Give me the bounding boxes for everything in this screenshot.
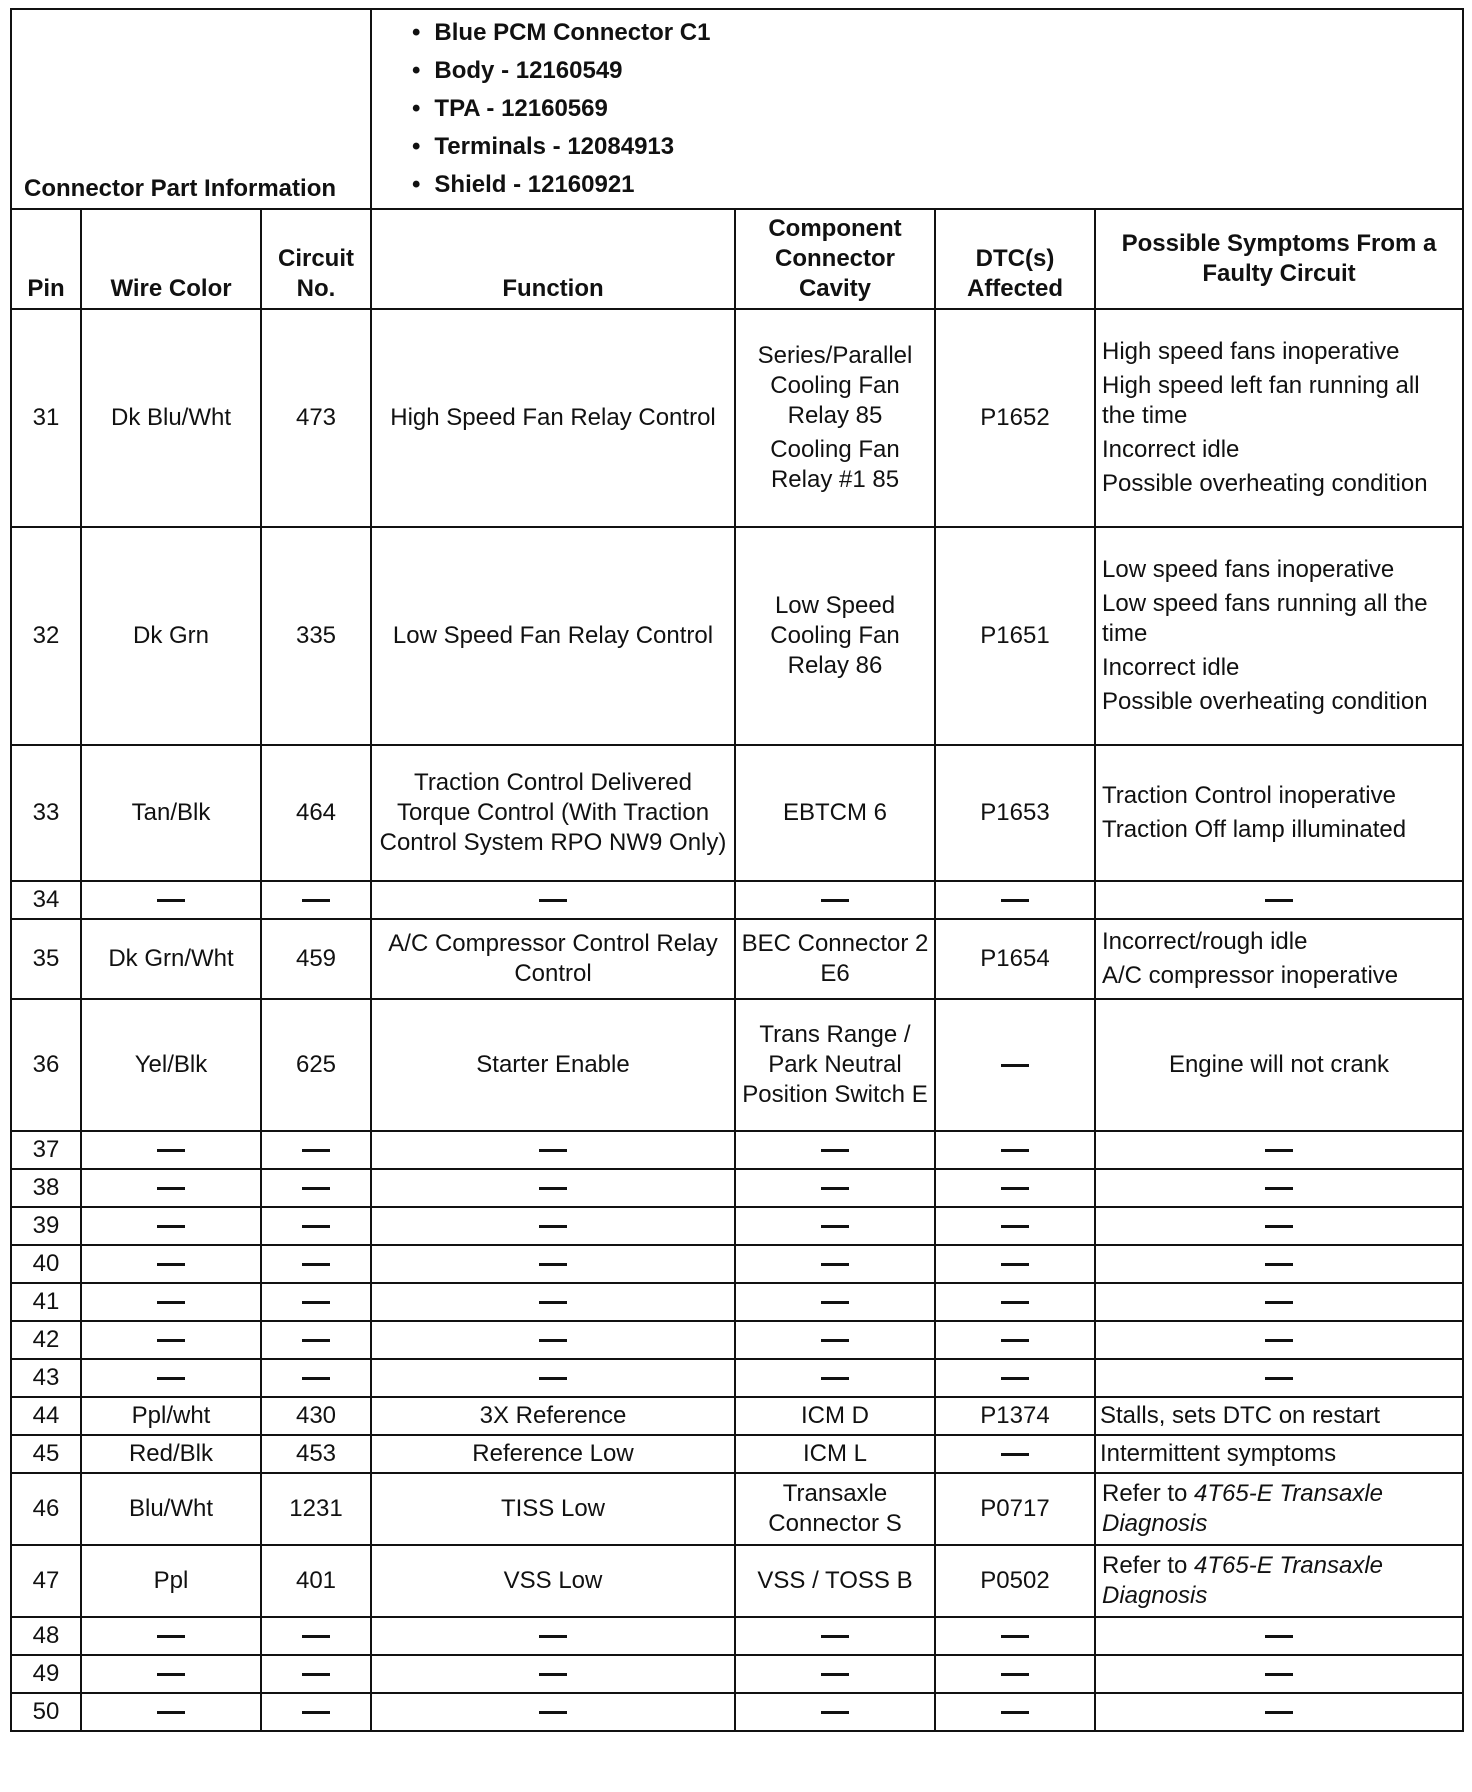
dash-mark [1265, 1187, 1293, 1190]
empty-cell [735, 1617, 935, 1655]
pin-cell: 33 [11, 745, 81, 881]
empty-cell [371, 1131, 735, 1169]
empty-cell [261, 1655, 371, 1693]
table-row [11, 1473, 1463, 1545]
empty-cell [1095, 1169, 1463, 1207]
empty-cell [261, 1245, 371, 1283]
symptom-line: Incorrect idle [1102, 436, 1240, 463]
table-row [11, 1283, 1463, 1321]
empty-cell [1095, 1655, 1463, 1693]
empty-cell [1095, 1245, 1463, 1283]
cavity-line: Cooling Fan Relay #1 85 [770, 436, 900, 493]
connector-info-item: • TPA - 12160569 [412, 90, 1422, 128]
dtc-cell [935, 999, 1095, 1131]
table-row [11, 1397, 1463, 1435]
empty-cell [735, 1131, 935, 1169]
dash-mark [1265, 1225, 1293, 1228]
table-row [11, 919, 1463, 999]
empty-cell [735, 1245, 935, 1283]
symptom-line: Low speed fans running all the time [1102, 590, 1428, 647]
table-row [11, 1245, 1463, 1283]
empty-cell [81, 1359, 261, 1397]
dtc-cell: P1374 [935, 1397, 1095, 1435]
empty-cell [81, 1283, 261, 1321]
dash-mark [302, 1225, 330, 1228]
cavity-cell: VSS / TOSS B [735, 1545, 935, 1617]
symptoms-cell: Intermittent symptoms [1095, 1435, 1463, 1473]
dash-mark [302, 899, 330, 902]
table-row [11, 1435, 1463, 1473]
cavity-line: Series/Parallel Cooling Fan Relay 85 [757, 342, 913, 429]
empty-cell [935, 1283, 1095, 1321]
empty-cell [935, 881, 1095, 919]
empty-cell [81, 1655, 261, 1693]
empty-cell [81, 1131, 261, 1169]
dash-mark [157, 1339, 185, 1342]
dash-mark [821, 899, 849, 902]
empty-cell [735, 881, 935, 919]
empty-cell [735, 1207, 935, 1245]
dash-mark [539, 1377, 567, 1380]
table-row [11, 527, 1463, 745]
symptoms-cell [1095, 1473, 1463, 1545]
empty-cell [261, 1283, 371, 1321]
dash-mark [539, 899, 567, 902]
pin-cell: 40 [11, 1245, 81, 1283]
table-row [11, 745, 1463, 881]
cavity-cell: ICM D [735, 1397, 935, 1435]
empty-cell [935, 1617, 1095, 1655]
pin-cell: 45 [11, 1435, 81, 1473]
symptom-line: High speed left fan running all the time [1102, 372, 1420, 429]
circuit-cell: 464 [261, 745, 371, 881]
dash-mark [1265, 899, 1293, 902]
header-wire-color: Wire Color [81, 209, 261, 309]
pin-cell: 42 [11, 1321, 81, 1359]
pin-cell: 41 [11, 1283, 81, 1321]
empty-cell [81, 1207, 261, 1245]
dash-mark [1265, 1149, 1293, 1152]
header-cavity: Component Connector Cavity [735, 209, 935, 309]
dash-mark [302, 1149, 330, 1152]
dash-mark [539, 1339, 567, 1342]
dash-mark [1265, 1635, 1293, 1638]
function-cell: 3X Reference [371, 1397, 735, 1435]
empty-cell [261, 1359, 371, 1397]
dash-mark [302, 1339, 330, 1342]
dash-mark [1265, 1711, 1293, 1714]
empty-cell [371, 1655, 735, 1693]
dash-mark [539, 1225, 567, 1228]
dash-mark [1001, 1377, 1029, 1380]
function-cell: High Speed Fan Relay Control [371, 309, 735, 527]
empty-cell [81, 1321, 261, 1359]
dtc-cell: P0502 [935, 1545, 1095, 1617]
empty-cell [1095, 1693, 1463, 1731]
circuit-cell: 625 [261, 999, 371, 1131]
dash-mark [157, 1301, 185, 1304]
pin-cell: 36 [11, 999, 81, 1131]
empty-cell [935, 1655, 1095, 1693]
function-cell: A/C Compressor Control Relay Control [371, 919, 735, 999]
connector-info-item: • Body - 12160549 [412, 52, 1422, 90]
cavity-cell [735, 919, 935, 999]
dtc-cell: P1652 [935, 309, 1095, 527]
connector-info-label: Connector Part Information [11, 9, 371, 209]
circuit-cell: 453 [261, 1435, 371, 1473]
dash-mark [1265, 1339, 1293, 1342]
table-row [11, 1693, 1463, 1731]
function-cell: Starter Enable [371, 999, 735, 1131]
pinout-table [10, 8, 1464, 1732]
symptoms-cell [1095, 1545, 1463, 1617]
dash-mark [302, 1711, 330, 1714]
cavity-line: Trans Range / Park Neutral Position Switch E [742, 1021, 928, 1108]
column-header-row [11, 209, 1463, 309]
empty-cell [735, 1283, 935, 1321]
empty-cell [261, 881, 371, 919]
symptom-line: Traction Control inoperative [1102, 782, 1396, 809]
function-cell: VSS Low [371, 1545, 735, 1617]
dash-mark [1001, 1064, 1029, 1067]
dash-mark [539, 1673, 567, 1676]
pin-cell: 39 [11, 1207, 81, 1245]
empty-cell [735, 1169, 935, 1207]
connector-pinout-document [10, 8, 1462, 1732]
dash-mark [1001, 1673, 1029, 1676]
pin-cell: 35 [11, 919, 81, 999]
empty-cell [1095, 1321, 1463, 1359]
wire-color-cell: Red/Blk [81, 1435, 261, 1473]
empty-cell [1095, 1131, 1463, 1169]
dash-mark [539, 1187, 567, 1190]
empty-cell [735, 1321, 935, 1359]
function-cell: Reference Low [371, 1435, 735, 1473]
dash-mark [821, 1225, 849, 1228]
empty-cell [1095, 1283, 1463, 1321]
dash-mark [1265, 1263, 1293, 1266]
symptoms-cell [1095, 919, 1463, 999]
dash-mark [821, 1301, 849, 1304]
empty-cell [81, 1693, 261, 1731]
symptom-line: Engine will not crank [1168, 1051, 1390, 1078]
dash-mark [1001, 1225, 1029, 1228]
empty-cell [735, 1359, 935, 1397]
empty-cell [371, 1169, 735, 1207]
dash-mark [1001, 1263, 1029, 1266]
header-pin: Pin [11, 209, 81, 309]
wire-color-cell: Yel/Blk [81, 999, 261, 1131]
dash-mark [821, 1339, 849, 1342]
empty-cell [371, 881, 735, 919]
dash-mark [302, 1635, 330, 1638]
symptom-line: Incorrect idle [1102, 654, 1240, 681]
pin-cell: 50 [11, 1693, 81, 1731]
dash-mark [157, 1149, 185, 1152]
dash-mark [157, 1225, 185, 1228]
cavity-cell: Transaxle Connector S [735, 1473, 935, 1545]
cavity-cell [735, 745, 935, 881]
table-row [11, 309, 1463, 527]
connector-info-item: • Terminals - 12084913 [412, 128, 1422, 166]
refer-link[interactable]: 4T65-E Transaxle Diagnosis [1102, 1480, 1384, 1537]
dtc-cell [935, 1435, 1095, 1473]
table-row [11, 881, 1463, 919]
pin-cell: 46 [11, 1473, 81, 1545]
pin-cell: 32 [11, 527, 81, 745]
empty-cell [935, 1321, 1095, 1359]
dash-mark [1265, 1301, 1293, 1304]
dash-mark [302, 1377, 330, 1380]
empty-cell [935, 1169, 1095, 1207]
pin-cell: 49 [11, 1655, 81, 1693]
cavity-line: Low Speed Cooling Fan Relay 86 [770, 592, 900, 679]
empty-cell [735, 1693, 935, 1731]
wire-color-cell: Ppl/wht [81, 1397, 261, 1435]
dtc-cell: P1653 [935, 745, 1095, 881]
dash-mark [157, 1711, 185, 1714]
symptom-line: Possible overheating condition [1102, 688, 1428, 715]
circuit-cell: 1231 [261, 1473, 371, 1545]
table-row [11, 1655, 1463, 1693]
empty-cell [261, 1321, 371, 1359]
table-row [11, 1207, 1463, 1245]
symptom-line: Possible overheating condition [1102, 470, 1428, 497]
empty-cell [1095, 1207, 1463, 1245]
header-circuit: Circuit No. [261, 209, 371, 309]
dash-mark [821, 1711, 849, 1714]
circuit-cell: 335 [261, 527, 371, 745]
dash-mark [539, 1711, 567, 1714]
dash-mark [157, 1377, 185, 1380]
dash-mark [157, 899, 185, 902]
empty-cell [81, 1617, 261, 1655]
table-row [11, 999, 1463, 1131]
empty-cell [81, 1245, 261, 1283]
pin-cell: 31 [11, 309, 81, 527]
empty-cell [735, 1655, 935, 1693]
dash-mark [1001, 1339, 1029, 1342]
dtc-cell: P0717 [935, 1473, 1095, 1545]
empty-cell [371, 1321, 735, 1359]
empty-cell [371, 1617, 735, 1655]
dash-mark [1265, 1377, 1293, 1380]
empty-cell [371, 1245, 735, 1283]
pin-cell: 34 [11, 881, 81, 919]
circuit-cell: 473 [261, 309, 371, 527]
pin-cell: 37 [11, 1131, 81, 1169]
empty-cell [371, 1207, 735, 1245]
table-row [11, 1169, 1463, 1207]
cavity-line: EBTCM 6 [782, 799, 887, 826]
circuit-cell: 459 [261, 919, 371, 999]
symptoms-cell [1095, 309, 1463, 527]
empty-cell [261, 1207, 371, 1245]
dash-mark [302, 1263, 330, 1266]
wire-color-cell: Dk Grn [81, 527, 261, 745]
refer-prefix: Refer to [1102, 1480, 1188, 1507]
empty-cell [1095, 1617, 1463, 1655]
connector-info-item: • Blue PCM Connector C1 [412, 14, 1422, 52]
dash-mark [821, 1377, 849, 1380]
wire-color-cell: Ppl [81, 1545, 261, 1617]
circuit-cell: 430 [261, 1397, 371, 1435]
table-row [11, 1359, 1463, 1397]
cavity-cell [735, 309, 935, 527]
empty-cell [81, 1169, 261, 1207]
symptom-line: Traction Off lamp illuminated [1102, 816, 1407, 843]
empty-cell [935, 1131, 1095, 1169]
dash-mark [539, 1149, 567, 1152]
function-cell: Traction Control Delivered Torque Control (With Traction Control System RPO NW9 Only) [371, 745, 735, 881]
header-symptoms: Possible Symptoms From a Faulty Circuit [1095, 209, 1463, 309]
symptom-line: High speed fans inoperative [1102, 338, 1400, 365]
symptoms-cell: Stalls, sets DTC on restart [1095, 1397, 1463, 1435]
connector-info-list [371, 9, 1463, 209]
dash-mark [302, 1673, 330, 1676]
dash-mark [821, 1673, 849, 1676]
symptoms-cell [1095, 527, 1463, 745]
empty-cell [261, 1131, 371, 1169]
dash-mark [1001, 1711, 1029, 1714]
refer-prefix: Refer to [1102, 1552, 1188, 1579]
empty-cell [261, 1169, 371, 1207]
dash-mark [1001, 1187, 1029, 1190]
header-dtc: DTC(s) Affected [935, 209, 1095, 309]
empty-cell [261, 1617, 371, 1655]
empty-cell [935, 1359, 1095, 1397]
dash-mark [821, 1635, 849, 1638]
table-row [11, 1131, 1463, 1169]
table-row [11, 1617, 1463, 1655]
dash-mark [157, 1187, 185, 1190]
empty-cell [371, 1283, 735, 1321]
dash-mark [1001, 1453, 1029, 1456]
empty-cell [371, 1359, 735, 1397]
pin-cell: 44 [11, 1397, 81, 1435]
cavity-line: BEC Connector 2 E6 [741, 930, 929, 987]
empty-cell [1095, 881, 1463, 919]
refer-link[interactable]: 4T65-E Transaxle Diagnosis [1102, 1552, 1384, 1609]
pin-cell: 43 [11, 1359, 81, 1397]
wire-color-cell: Tan/Blk [81, 745, 261, 881]
connector-info-item: • Shield - 12160921 [412, 166, 1422, 204]
dash-mark [539, 1301, 567, 1304]
empty-cell [371, 1693, 735, 1731]
symptom-line: Low speed fans inoperative [1102, 556, 1395, 583]
dash-mark [1001, 1149, 1029, 1152]
dash-mark [302, 1187, 330, 1190]
symptom-line: A/C compressor inoperative [1102, 962, 1399, 989]
cavity-cell [735, 527, 935, 745]
empty-cell [1095, 1359, 1463, 1397]
dash-mark [821, 1263, 849, 1266]
dash-mark [1001, 1301, 1029, 1304]
header-function: Function [371, 209, 735, 309]
connector-info-row [11, 9, 1463, 209]
dash-mark [157, 1263, 185, 1266]
dash-mark [539, 1263, 567, 1266]
pin-cell: 38 [11, 1169, 81, 1207]
dash-mark [539, 1635, 567, 1638]
table-row [11, 1321, 1463, 1359]
function-cell: TISS Low [371, 1473, 735, 1545]
empty-cell [935, 1693, 1095, 1731]
table-row [11, 1545, 1463, 1617]
cavity-cell: ICM L [735, 1435, 935, 1473]
empty-cell [261, 1693, 371, 1731]
empty-cell [935, 1207, 1095, 1245]
dash-mark [157, 1673, 185, 1676]
empty-cell [935, 1245, 1095, 1283]
pin-cell: 48 [11, 1617, 81, 1655]
circuit-cell: 401 [261, 1545, 371, 1617]
symptoms-cell [1095, 745, 1463, 881]
symptom-line: Incorrect/rough idle [1102, 928, 1308, 955]
dash-mark [157, 1635, 185, 1638]
dtc-cell: P1651 [935, 527, 1095, 745]
dash-mark [302, 1301, 330, 1304]
empty-cell [81, 881, 261, 919]
cavity-cell [735, 999, 935, 1131]
dash-mark [1265, 1673, 1293, 1676]
dtc-cell: P1654 [935, 919, 1095, 999]
symptoms-cell [1095, 999, 1463, 1131]
dash-mark [821, 1187, 849, 1190]
function-cell: Low Speed Fan Relay Control [371, 527, 735, 745]
dash-mark [1001, 1635, 1029, 1638]
pin-cell: 47 [11, 1545, 81, 1617]
wire-color-cell: Dk Grn/Wht [81, 919, 261, 999]
wire-color-cell: Dk Blu/Wht [81, 309, 261, 527]
dash-mark [1001, 899, 1029, 902]
wire-color-cell: Blu/Wht [81, 1473, 261, 1545]
dash-mark [821, 1149, 849, 1152]
